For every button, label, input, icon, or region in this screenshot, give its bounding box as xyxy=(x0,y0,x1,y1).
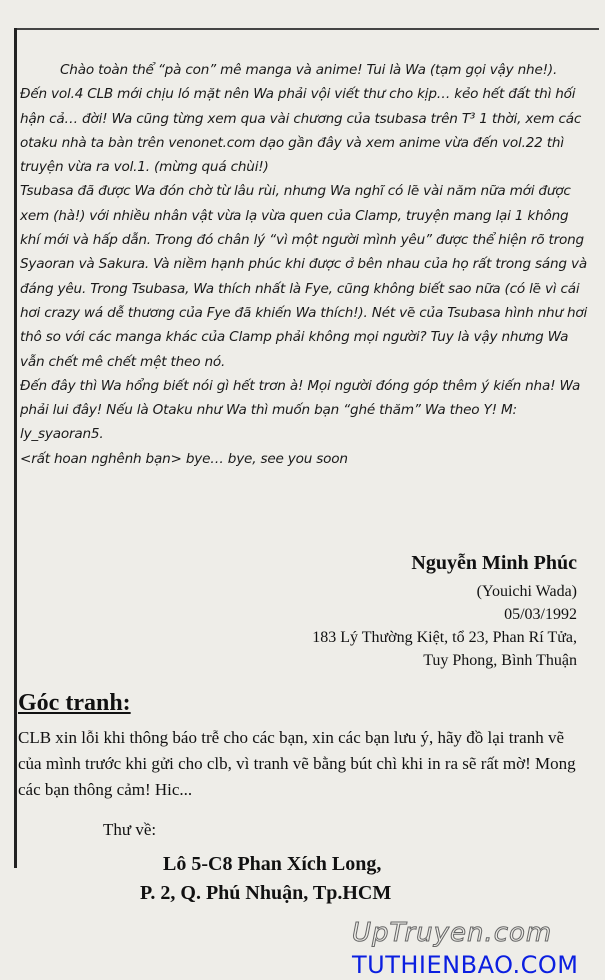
frame-left-border xyxy=(14,28,17,868)
letter-paragraph-2: Tsubasa đã được Wa đón chờ từ lâu rùi, nhưng Wa nghĩ có lẽ vài năm nữa mới được xem (hà!) với nhiều nhân vật vừa lạ vừa quen của Clamp, truyện mang lại 1 không khí mới và hấp dẫn. Trong đó chân lý “vì một người mình yêu” được thể hiện rõ trong Syaoran và Sakura. Và niềm hạnh phúc khi được ở bên nhau của họ rất trong sáng và đáng yêu. Trong Tsubasa, Wa thích nhất là Fye, cũng không biết sao nữa (có lẽ vì cái hơi crazy wá dễ thương của Fye đã khiến Wa thích!). Nét vẽ của Tsubasa hình như hơi thô so với các manga khác của Clamp phải không mọi người? Tuy là vậy nhưng Wa vẫn chết mê chết mệt theo nó. xyxy=(20,183,588,370)
author-alias: (Youichi Wada) xyxy=(476,583,577,600)
author-date: 05/03/1992 xyxy=(504,606,577,623)
author-address-line-2: Tuy Phong, Bình Thuận xyxy=(423,652,577,669)
letter-paragraph-1: Chào toàn thể “pà con” mê manga và anime! Tui là Wa (tạm gọi vậy nhe!). Đến vol.4 CLB mới chịu ló mặt nên Wa phải vội viết thư cho kịp… kẻo hết đất thì hối hận cả… đời! Wa cũng từng xem qua vài chương của tsubasa trên T³ 1 thời, xem các otaku nhà ta bàn trên venonet.com dạo gần đây và xem anime vừa đến vol.22 thì truyện vừa ra vol.1. (mừng quá chùi!) xyxy=(20,62,582,176)
frame-top-border xyxy=(14,28,599,30)
mail-address-line-1: Lô 5-C8 Phan Xích Long, xyxy=(163,853,382,875)
author-name: Nguyễn Minh Phúc xyxy=(411,552,577,574)
watermark-tuthienbao: TUTHIENBAO.COM xyxy=(352,951,579,979)
mail-address xyxy=(140,850,391,908)
letter-paragraph-4: <rất hoan nghênh bạn> bye… bye, see you soon xyxy=(20,450,348,467)
section-notice: CLB xin lỗi khi thông báo trễ cho các bạn, xin các bạn lưu ý, hãy đồ lại tranh vẽ của mình trước khi gửi cho clb, vì tranh vẽ bằng bút chì khi in ra sẽ rất mờ! Mong các bạn thông cảm! Hic... xyxy=(18,728,576,799)
mail-address-line-2: P. 2, Q. Phú Nhuận, Tp.HCM xyxy=(140,882,392,904)
section-title: Góc tranh: xyxy=(18,690,131,716)
author-address-line-1: 183 Lý Thường Kiệt, tổ 23, Phan Rí Tửa, xyxy=(312,629,577,646)
letter-body xyxy=(20,58,588,471)
signature-block xyxy=(312,549,577,672)
letter-paragraph-3: Đến đây thì Wa hổng biết nói gì hết trơn à! Mọi người đóng góp thêm ý kiến nha! Wa phải lui đây! Nếu là Otaku như Wa thì muốn bạn “ghé thăm” Wa theo Y! M: ly_syaoran5. xyxy=(20,377,581,443)
watermark-uptruyen: UpTruyen.com xyxy=(352,918,553,948)
mail-label: Thư về: xyxy=(103,820,157,839)
